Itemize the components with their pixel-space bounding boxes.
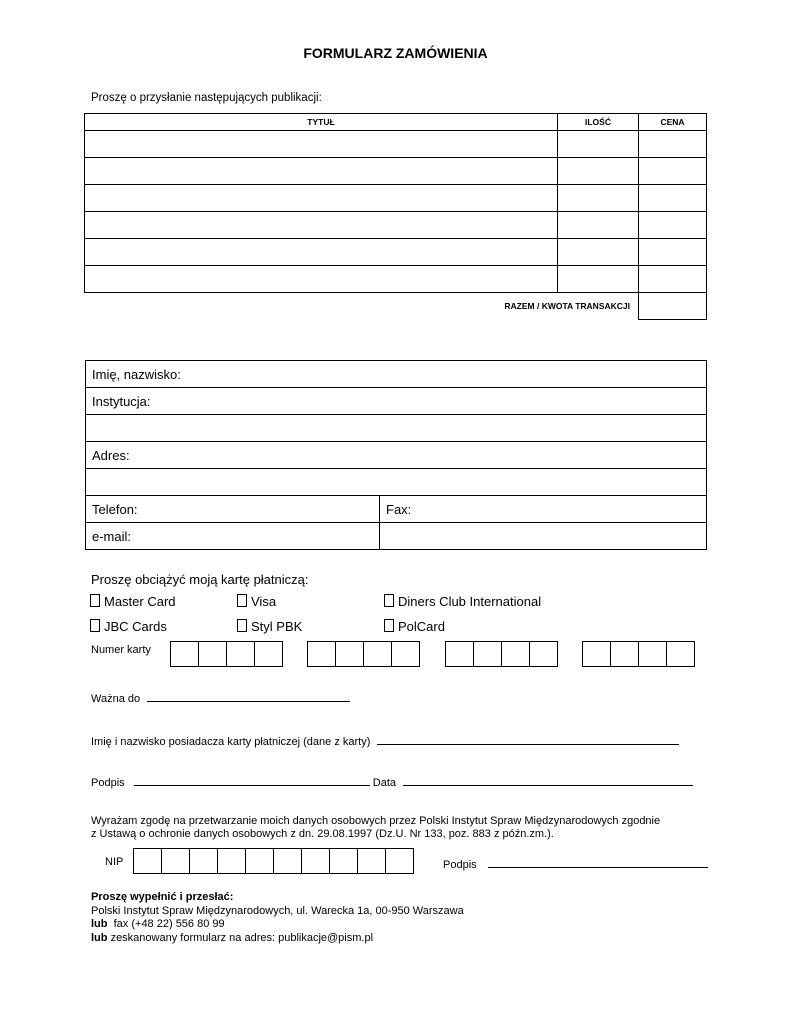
consent-signature-row	[443, 856, 708, 871]
holder-field[interactable]	[377, 733, 679, 745]
quantity-cell[interactable]	[558, 131, 639, 158]
price-cell[interactable]	[639, 266, 707, 293]
date-field[interactable]	[403, 774, 693, 786]
table-row	[85, 185, 707, 212]
title-cell[interactable]	[85, 266, 558, 293]
card-number-label: Numer karty	[91, 644, 151, 656]
footer-heading: Proszę wypełnić i przesłać:	[91, 891, 234, 903]
signature-label: Podpis	[91, 777, 125, 789]
header-title: TYTUŁ	[85, 114, 558, 131]
holder-row	[91, 733, 679, 748]
title-cell[interactable]	[85, 212, 558, 239]
header-price: CENA	[639, 114, 707, 131]
card-number-group-1[interactable]	[170, 641, 283, 667]
signature-field[interactable]	[134, 774, 370, 786]
consent-text: Wyrażam zgodę na przetwarzanie moich danych osobowych przez Polski Instytut Spraw Międzynarodowych zgodnie z Ustawą o ochronie danych osobowych z dn. 29.08.1997 (Dz.U. Nr 133, poz. 883 z późn.zm.).	[91, 815, 661, 840]
total-amount-cell[interactable]	[639, 293, 707, 320]
email-value-field[interactable]	[380, 523, 706, 549]
price-cell[interactable]	[639, 212, 707, 239]
nip-boxes[interactable]	[133, 848, 414, 874]
checkbox-icon[interactable]	[237, 594, 247, 607]
signature-date-row	[91, 774, 693, 789]
price-cell[interactable]	[639, 185, 707, 212]
price-cell[interactable]	[639, 239, 707, 266]
quantity-cell[interactable]	[558, 212, 639, 239]
card-option-styl-pbk[interactable]: Styl PBK	[237, 619, 302, 634]
card-option-visa[interactable]: Visa	[237, 594, 276, 609]
total-row	[85, 293, 707, 320]
table-header	[85, 114, 707, 131]
institution-field[interactable]: Instytucja:	[92, 393, 151, 409]
table-row	[85, 212, 707, 239]
table-row	[85, 266, 707, 293]
card-option-jbc[interactable]: JBC Cards	[90, 619, 167, 634]
quantity-cell[interactable]	[558, 239, 639, 266]
checkbox-icon[interactable]	[237, 619, 247, 632]
footer	[91, 891, 464, 945]
header-quantity: ILOŚĆ	[558, 114, 639, 131]
fax-field[interactable]: Fax:	[386, 501, 412, 517]
email-field[interactable]: e-mail:	[86, 523, 380, 549]
title-cell[interactable]	[85, 158, 558, 185]
footer-fax-line: lub fax (+48 22) 556 80 99	[91, 918, 225, 930]
address-field-2[interactable]	[86, 469, 706, 495]
checkbox-icon[interactable]	[384, 619, 394, 632]
date-label: Data	[372, 777, 397, 789]
card-option-polcard[interactable]: PolCard	[384, 619, 445, 634]
table-row	[85, 131, 707, 158]
quantity-cell[interactable]	[558, 266, 639, 293]
table-row	[85, 239, 707, 266]
valid-until-row	[91, 690, 350, 705]
payment-heading: Proszę obciążyć moją kartę płatniczą:	[91, 572, 309, 587]
checkbox-icon[interactable]	[384, 594, 394, 607]
personal-data-box	[85, 360, 707, 550]
total-label: RAZEM / KWOTA TRANSAKCJI	[85, 293, 639, 320]
title-cell[interactable]	[85, 185, 558, 212]
price-cell[interactable]	[639, 131, 707, 158]
quantity-cell[interactable]	[558, 158, 639, 185]
nip-label: NIP	[105, 856, 124, 868]
holder-label: Imię i nazwisko posiadacza karty płatniczej (dane z karty)	[91, 736, 371, 748]
card-number-group-2[interactable]	[307, 641, 420, 667]
consent-signature-label: Podpis	[443, 859, 477, 871]
card-number-group-4[interactable]	[582, 641, 695, 667]
title-cell[interactable]	[85, 131, 558, 158]
publications-table	[84, 113, 707, 320]
intro-text: Proszę o przysłanie następujących publikacji:	[91, 92, 322, 104]
consent-signature-field[interactable]	[488, 856, 708, 868]
valid-until-field[interactable]	[147, 690, 350, 702]
form-title: FORMULARZ ZAMÓWIENIA	[303, 45, 488, 61]
phone-field[interactable]: Telefon:	[86, 496, 380, 522]
card-option-diners[interactable]: Diners Club International	[384, 594, 541, 609]
table-row	[85, 158, 707, 185]
checkbox-icon[interactable]	[90, 594, 100, 607]
price-cell[interactable]	[639, 158, 707, 185]
address-field[interactable]: Adres:	[92, 447, 130, 463]
checkbox-icon[interactable]	[90, 619, 100, 632]
footer-address: Polski Instytut Spraw Międzynarodowych, ul. Warecka 1a, 00-950 Warszawa	[91, 904, 464, 917]
quantity-cell[interactable]	[558, 185, 639, 212]
card-number-group-3[interactable]	[445, 641, 558, 667]
card-option-mastercard[interactable]: Master Card	[90, 594, 176, 609]
name-field[interactable]: Imię, nazwisko:	[92, 366, 181, 382]
valid-until-label: Ważna do	[91, 693, 141, 705]
footer-scan-line: lub zeskanowany formularz na adres: publikacje@pism.pl	[91, 931, 374, 944]
institution-field-2[interactable]	[86, 415, 706, 441]
title-cell[interactable]	[85, 239, 558, 266]
